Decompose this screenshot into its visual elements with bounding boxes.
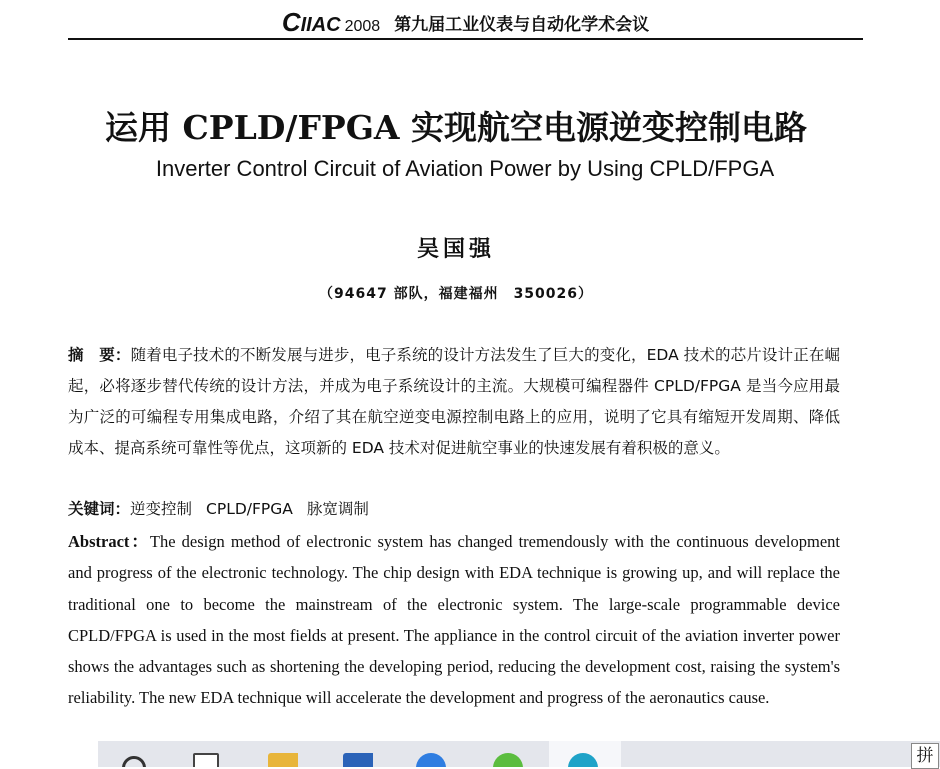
- keyword: 逆变控制: [130, 500, 193, 518]
- conference-logo: CIIAC 2008: [281, 6, 381, 37]
- file-explorer-icon[interactable]: [268, 753, 298, 767]
- keywords: [68, 496, 840, 522]
- edge-icon[interactable]: [568, 753, 598, 767]
- abstract-zh-label: 摘 要：: [68, 346, 131, 364]
- abstract-en-label: Abstract：: [68, 532, 150, 551]
- store-icon[interactable]: [343, 753, 373, 767]
- abstract-en-text: The design method of electronic system has changed tremendously with the continuous development and progress of the electronic technology. The chip design with EDA technique is growing up, and will replace the traditional one to become the mainstream of the electronic system. The large-scale programmable device CPLD/FPGA is used in the most fields at present. The appliance in the control circuit of the aviation inverter power shows the advantages such as shortening the developing period, reducing the development cost, raising the system's reliability. The new EDA technique will accelerate the development and progress of the aeronautics cause.: [68, 532, 840, 708]
- paper-title-zh: 运用 CPLD/FPGA 实现航空电源逆变控制电路: [105, 108, 807, 147]
- author-name: 吴国强: [416, 237, 495, 262]
- keyword: CPLD/FPGA: [206, 500, 293, 518]
- keyword: 脉宽调制: [306, 500, 369, 518]
- search-icon[interactable]: [118, 753, 148, 767]
- conference-name: 第九届工业仪表与自动化学术会议: [394, 14, 650, 35]
- task-view-icon[interactable]: [193, 753, 223, 767]
- abstract-zh-text: 随着电子技术的不断发展与进步，电子系统的设计方法发生了巨大的变化，EDA 技术的芯片设计正在崛起，必将逐步替代传统的设计方法，并成为电子系统设计的主流。大规模可编程器件 CPLD/FPGA 是当今应用最为广泛的可编程专用集成电路，介绍了其在航空逆变电源控制电路上的应用，说明了它具有缩短开发周期、降低成本、提高系统可靠性等优点，这项新的 EDA 技术对促进航空事业的快速发展有着积极的意义。: [68, 346, 840, 457]
- ime-indicator[interactable]: 拼: [911, 743, 939, 769]
- blue-app-icon[interactable]: [416, 753, 446, 767]
- keywords-label: 关键词：: [68, 500, 131, 518]
- abstract-en: [68, 526, 840, 714]
- taskbar: [98, 741, 940, 767]
- paper-title-en: Inverter Control Circuit of Aviation Power by Using CPLD/FPGA: [155, 156, 775, 181]
- abstract-zh: [68, 340, 840, 464]
- conference-header: [68, 6, 863, 40]
- author-affiliation: （94647 部队，福建福州 350026）: [318, 286, 594, 302]
- green-app-icon[interactable]: [493, 753, 523, 767]
